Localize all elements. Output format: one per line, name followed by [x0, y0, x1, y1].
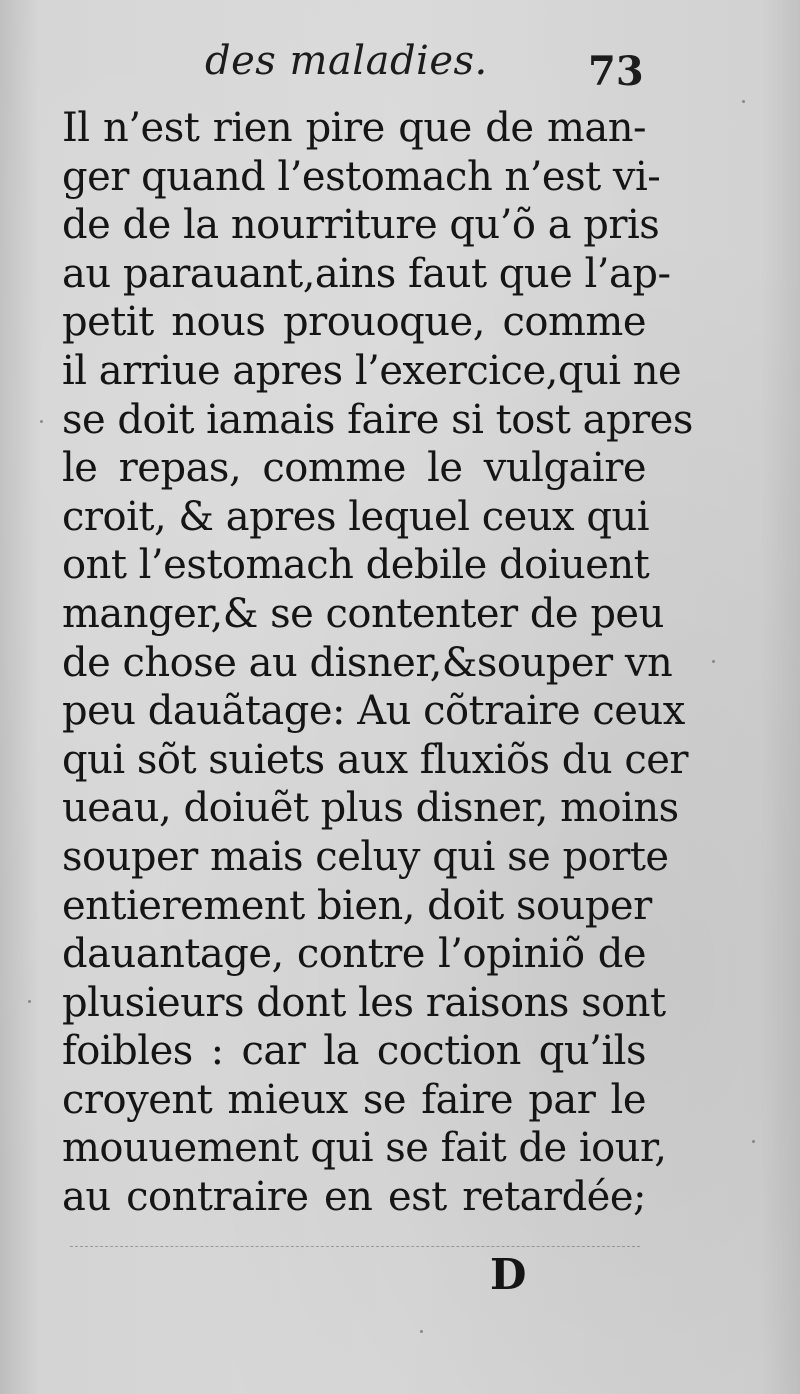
body-text — [62, 104, 693, 1222]
text-line: entierement bien, doit souper — [62, 882, 652, 929]
text-line: il arriue apres l’exercice,qui ne — [62, 347, 682, 394]
running-head: des maladies. — [205, 38, 488, 84]
text-line: peu dauãtage: Au cõtraire ceux — [62, 688, 685, 735]
text-line: Il n’est rien pire que de man- — [62, 105, 646, 151]
text-line: de chose au disner,&souper vn — [62, 639, 673, 686]
text-line: ger quand l’estomach n’est vi- — [62, 153, 661, 200]
text-line: croyent mieux se faire par le — [62, 1076, 646, 1123]
paper-speck — [28, 1000, 31, 1003]
paper-speck — [40, 420, 43, 423]
text-line: dauantage, contre l’opiniõ de — [62, 931, 646, 978]
print-rule — [70, 1246, 640, 1247]
text-line: ueau, doiuẽt plus disner, moins — [62, 785, 679, 832]
paper-speck — [420, 1330, 423, 1333]
text-line: au contraire en est retardée; — [62, 1174, 646, 1221]
text-line: foibles : car la coction qu’ils — [62, 1028, 646, 1075]
text-line: se doit iamais faire si tost apres — [62, 396, 693, 443]
text-line: ont l’estomach debile doiuent — [62, 542, 650, 589]
paper-speck — [712, 660, 715, 663]
text-line: croit, & apres lequel ceux qui — [62, 493, 649, 540]
signature-mark: D — [490, 1250, 527, 1299]
text-line: plusieurs dont les raisons sont — [62, 979, 666, 1026]
text-line: souper mais celuy qui se porte — [62, 833, 669, 880]
page-number: 73 — [588, 48, 644, 95]
text-line: mouuement qui se fait de iour, — [62, 1125, 667, 1172]
text-line: manger,& se contenter de peu — [62, 590, 664, 637]
text-line: au parauant,ains faut que l’ap- — [62, 250, 671, 297]
text-line: petit nous prouoque, comme — [62, 299, 646, 346]
paper-speck — [742, 100, 745, 103]
text-line: le repas, comme le vulgaire — [62, 445, 646, 492]
text-line: qui sõt suiets aux fluxiõs du cer — [62, 736, 689, 783]
text-line: de de la nourriture qu’õ a pris — [62, 202, 660, 249]
paper-speck — [752, 1140, 755, 1143]
